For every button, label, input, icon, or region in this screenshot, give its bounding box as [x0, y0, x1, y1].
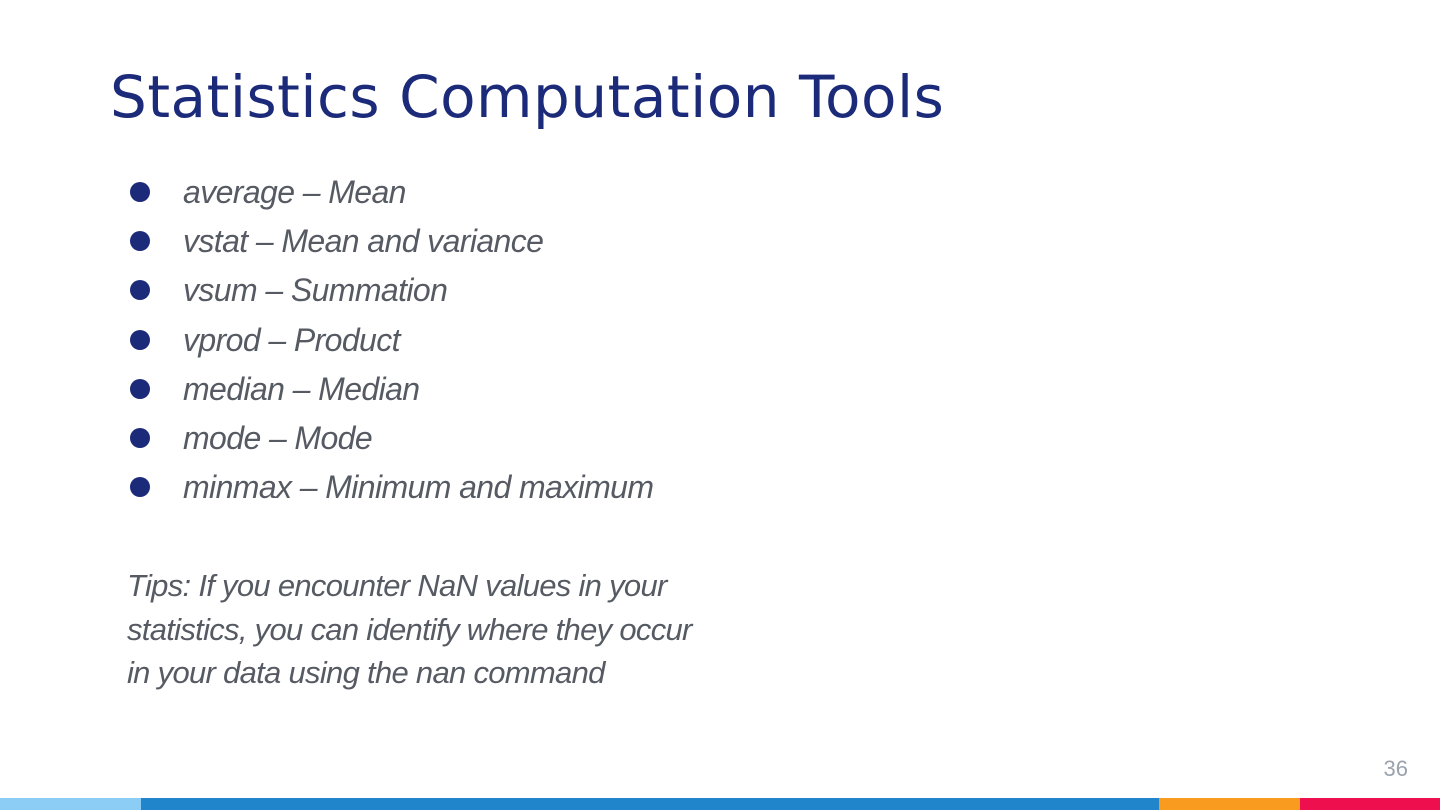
bullet-list: [128, 168, 653, 512]
bullet-text: vprod – Product: [183, 321, 400, 358]
footer-segment-light-blue: [0, 798, 141, 810]
footer-color-bar: [0, 798, 1440, 810]
tips-text: Tips: If you encounter NaN values in your statistics, you can identify where they occur in your data using the nan command: [127, 568, 692, 690]
footer-segment-orange: [1159, 798, 1300, 810]
bullet-dot-icon: [130, 280, 150, 300]
bullet-dot-icon: [130, 428, 150, 448]
bullet-item: [128, 266, 653, 315]
slide-title: Statistics Computation Tools: [110, 63, 945, 131]
bullet-dot-icon: [130, 231, 150, 251]
bullet-item: [128, 168, 653, 217]
footer-segment-red: [1300, 798, 1440, 810]
bullet-dot-icon: [130, 330, 150, 350]
bullet-dot-icon: [130, 379, 150, 399]
footer-segment-blue: [141, 798, 1159, 810]
bullet-item: [128, 217, 653, 266]
bullet-text: vstat – Mean and variance: [183, 223, 544, 260]
bullet-text: average – Mean: [183, 174, 406, 210]
bullet-item: [128, 414, 653, 463]
bullet-item: [128, 316, 653, 365]
page-number: 36: [1383, 756, 1408, 781]
bullet-text: median – Median: [183, 370, 420, 407]
bullet-item: [128, 365, 653, 414]
bullet-dot-icon: [130, 477, 150, 497]
bullet-item: [128, 463, 653, 512]
bullet-text: minmax – Minimum and maximum: [183, 469, 654, 506]
bullet-text: mode – Mode: [183, 419, 373, 456]
bullet-text: vsum – Summation: [183, 272, 448, 309]
bullet-dot-icon: [130, 182, 150, 202]
